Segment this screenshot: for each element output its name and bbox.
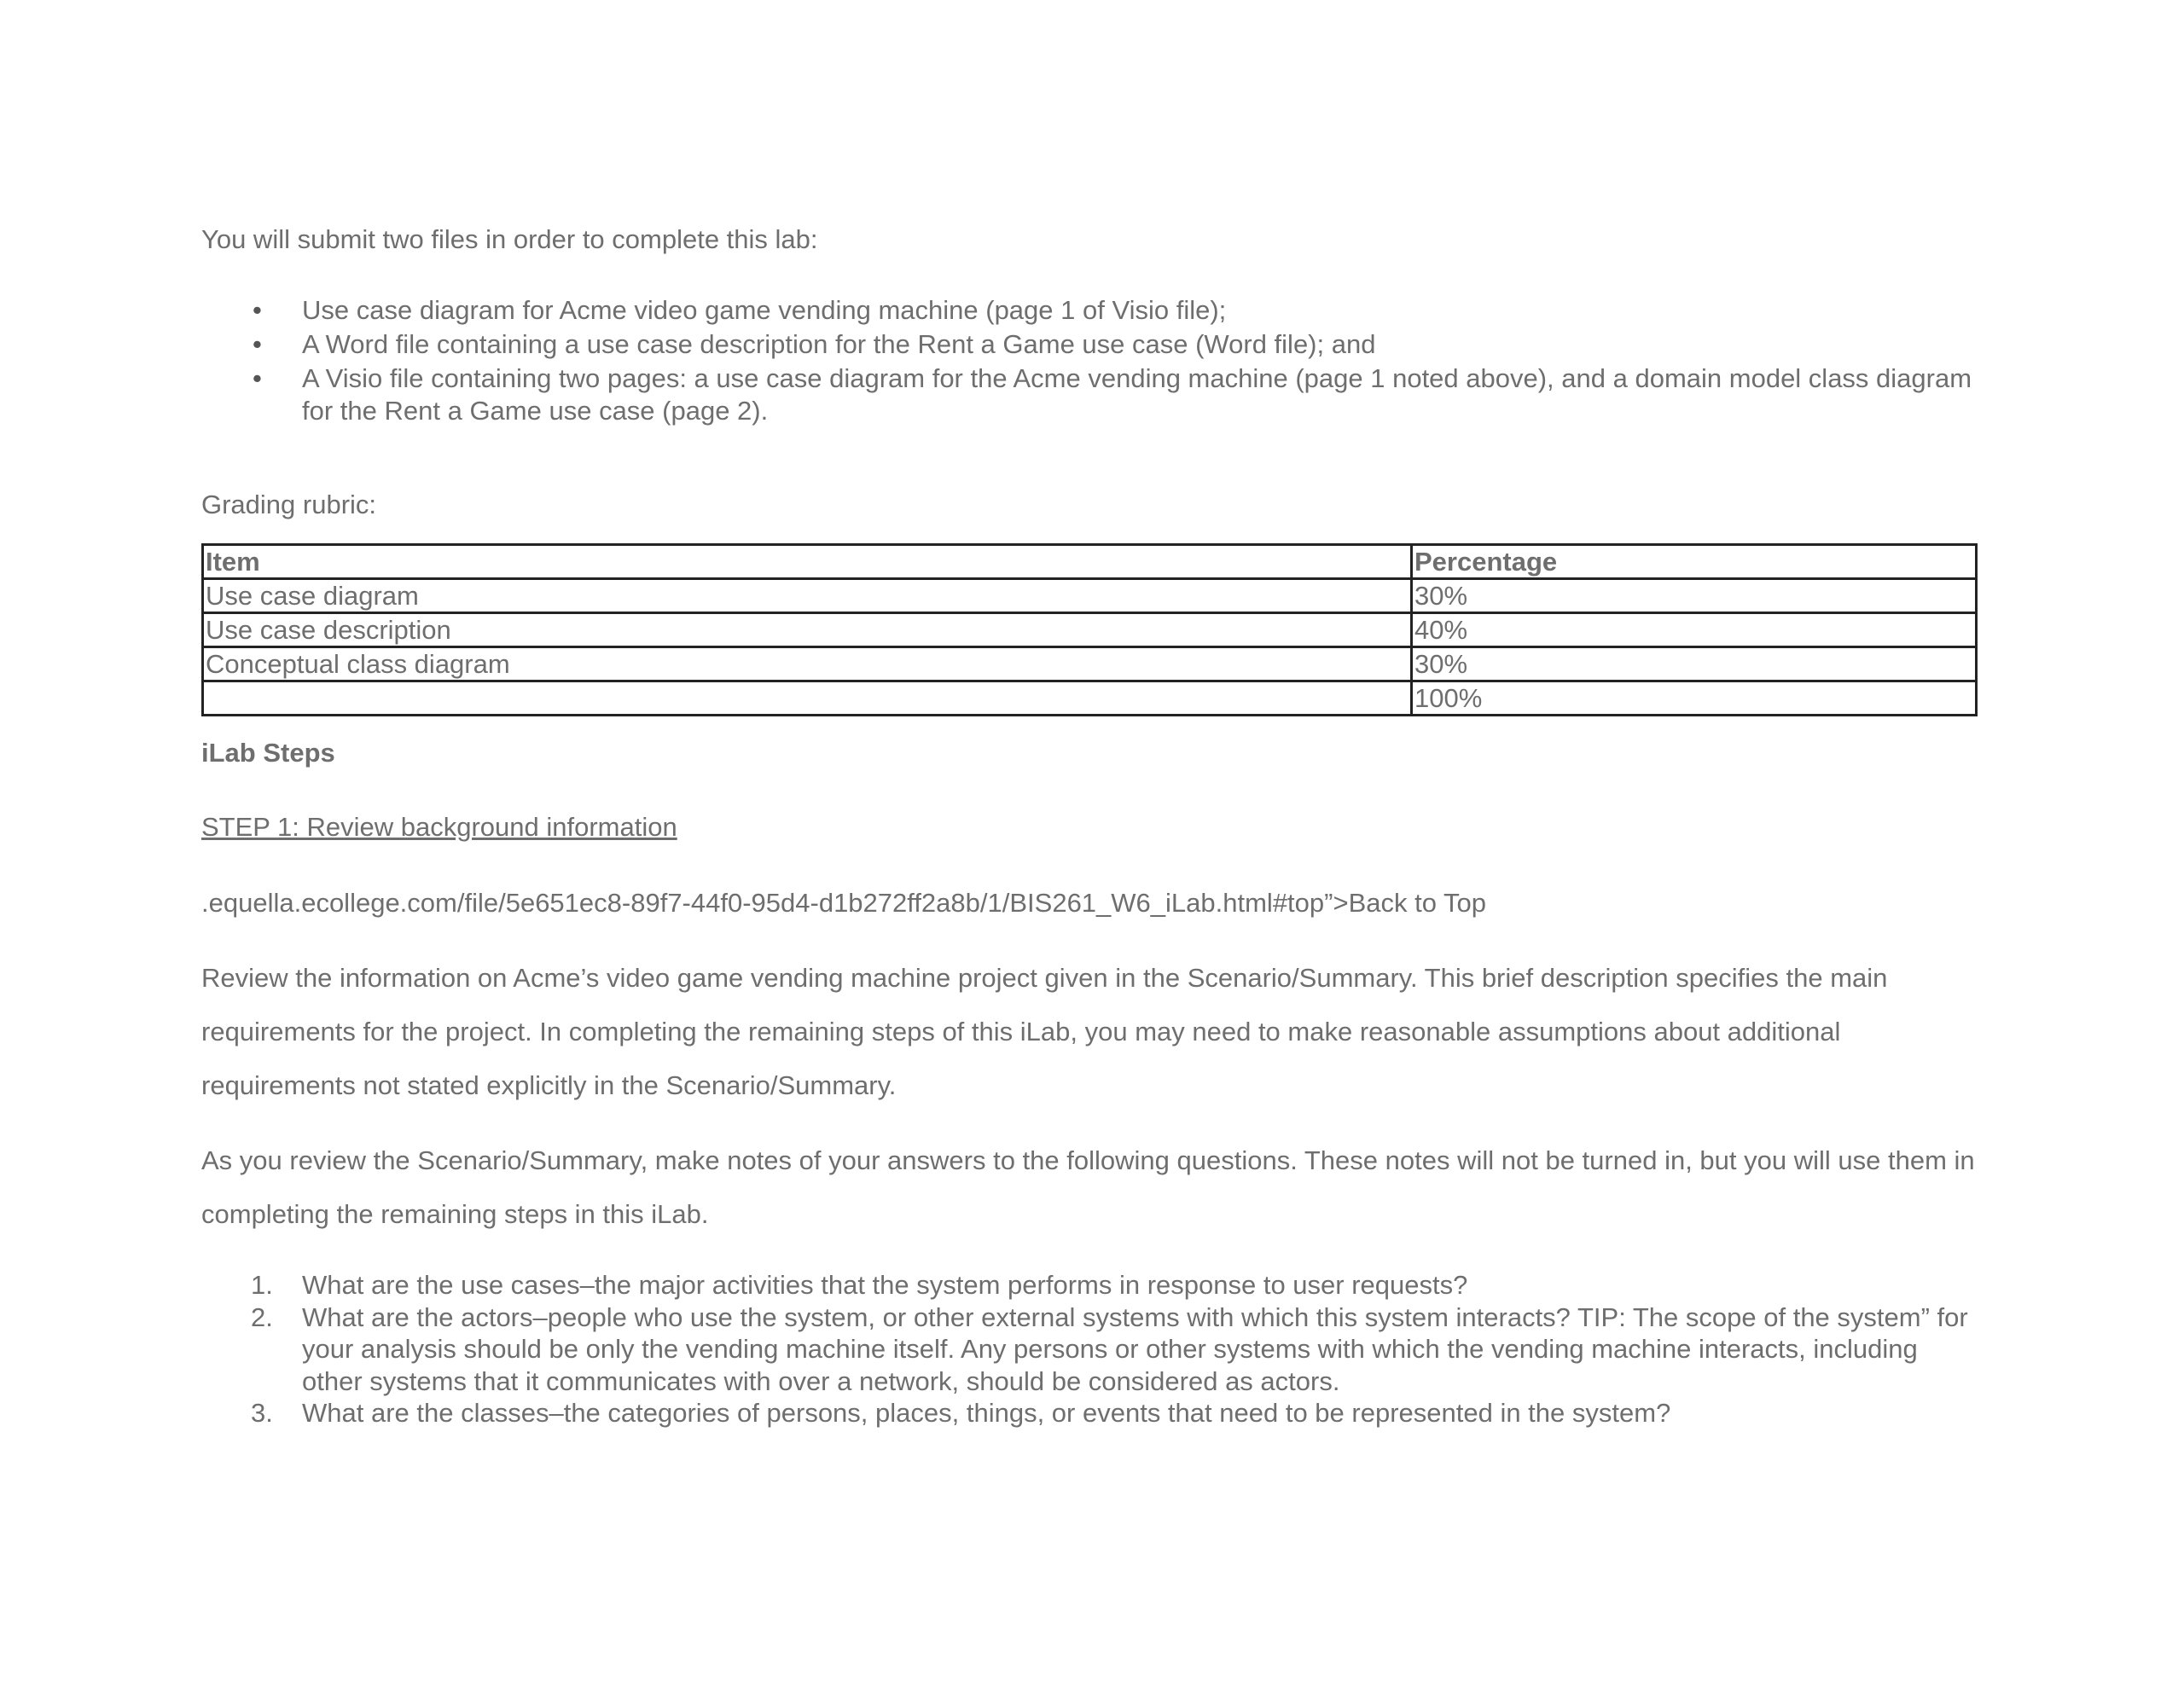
list-item-text: A Visio file containing two pages: a use case diagram for the Acme vending machine (page 1 noted above), and a domain model class diagram for the Rent a Game use case (page 2). [302,363,1972,426]
list-number: 1. [251,1270,273,1300]
list-number: 3. [251,1398,273,1428]
table-cell-item: Use case diagram [203,579,1412,613]
column-header-percentage: Percentage [1412,545,1977,579]
bullet-icon: • [253,329,262,359]
list-item-text: What are the classes–the categories of persons, places, things, or events that need to be represented in the system? [302,1398,1671,1428]
table-cell-percentage: 30% [1412,647,1977,681]
ilab-steps-heading: iLab Steps [201,738,335,768]
list-item-text: What are the use cases–the major activities that the system performs in response to user requests? [302,1270,1468,1300]
back-to-top-url: .equella.ecollege.com/file/5e651ec8-89f7-44f0-95d4-d1b272ff2a8b/1/BIS261_W6_iLab.html#top”>Back to Top [201,888,1486,918]
table-cell-item: Use case description [203,613,1412,647]
list-number: 2. [251,1301,273,1332]
table-cell-percentage: 30% [1412,579,1977,613]
review-paragraph: Review the information on Acme’s video game vending machine project given in the Scenario/Summary. This brief description specifies the main requirements for the project. In completing the remaining steps of this iLab, you may need to make reasonable assumptions about additional requirements not stated explicitly in the Scenario/Summary. [201,963,1888,1100]
list-item [201,362,1976,427]
list-item [201,1269,1976,1301]
list-item-text: Use case diagram for Acme video game vending machine (page 1 of Visio file); [302,295,1227,325]
table-cell-total: 100% [1412,681,1977,716]
table-cell-item: Conceptual class diagram [203,647,1412,681]
grading-rubric-label: Grading rubric: [201,490,377,519]
list-item [201,294,1976,327]
table-cell-percentage: 40% [1412,613,1977,647]
table-row [203,647,1977,681]
table-header-row [203,545,1977,579]
list-item-text: A Word file containing a use case description for the Rent a Game use case (Word file); and [302,329,1376,359]
table-total-row [203,681,1977,716]
column-header-item: Item [203,545,1412,579]
list-item [201,1301,1976,1398]
step-1-heading [201,811,677,844]
list-item [201,1397,1976,1429]
questions-list [201,1269,1976,1429]
bullet-icon: • [253,295,262,325]
list-item [201,328,1976,361]
list-item-text: What are the actors–people who use the system, or other external systems with which this system interacts? TIP: The scope of the system” for your analysis should be only the vending machine itself. Any persons or other systems with which the vending machine interacts, including other systems that it communicates with over a network, should be considered as actors. [302,1301,1968,1396]
table-cell-item [203,681,1412,716]
notes-paragraph: As you review the Scenario/Summary, make notes of your answers to the following questions. These notes will not be turned in, but you will use them in completing the remaining steps in this iLab. [201,1145,1975,1229]
deliverables-list [201,294,1976,429]
table-row [203,579,1977,613]
bullet-icon: • [253,363,262,393]
table-row [203,613,1977,647]
step-1-link[interactable]: STEP 1: Review background information [201,812,677,842]
intro-text: You will submit two files in order to complete this lab: [201,224,818,254]
grading-rubric-table [201,543,1978,716]
